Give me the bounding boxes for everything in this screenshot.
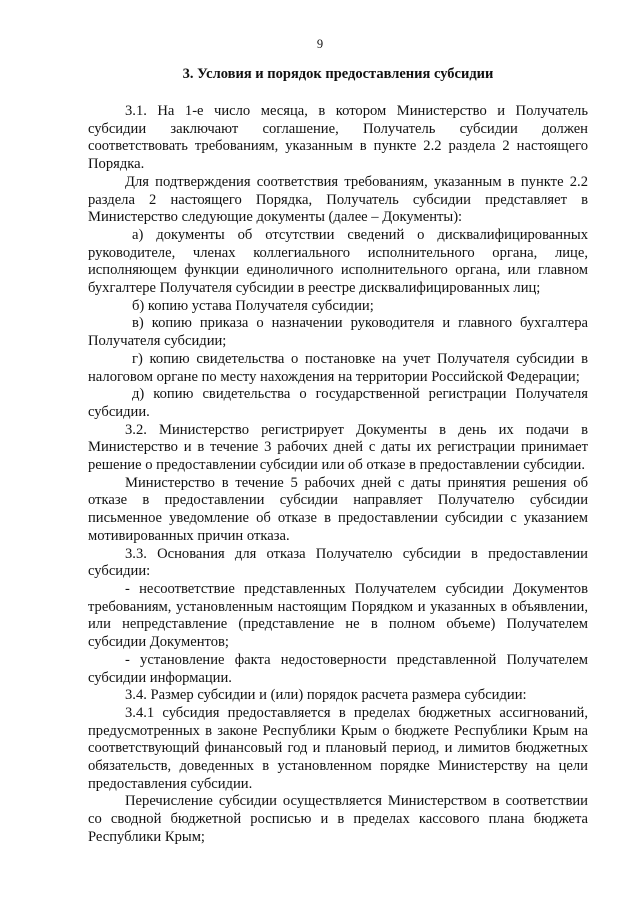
paragraph-refusal-notice: Министерство в течение 5 рабочих дней с даты принятия решения об отказе в предоставлении субсидии направляет Получателю субсидии письменное уведомление об отказе в предоставлении субсидии с указанием мотивированных причин отказа. <box>88 474 588 544</box>
paragraph-3-2: 3.2. Министерство регистрирует Документы в день их подачи в Министерство и в течение 3 рабочих дней с даты их регистрации принимает решение о предоставлении субсидии или об отказе в предоставлении субсидии. <box>88 421 588 474</box>
paragraph-transfer: Перечисление субсидии осуществляется Министерством в соответствии со сводной бюджетной росписью и в пределах кассового плана бюджета Республики Крым; <box>88 793 588 845</box>
paragraph-3-4: 3.4. Размер субсидии и (или) порядок расчета размера субсидии: <box>125 687 527 704</box>
list-item-refusal-2: - установление факта недостоверности представленной Получателем субсидии информации. <box>88 651 588 686</box>
page-number: 9 <box>316 37 324 51</box>
section-heading: 3. Условия и порядок предоставления субсидии <box>182 66 494 82</box>
list-item-b: б) копию устава Получателя субсидии; <box>132 297 374 314</box>
paragraph-documents-intro: Для подтверждения соответствия требованиям, указанным в пункте 2.2 раздела 2 настоящего Порядка, Получатель субсидии представляет в Министерство следующие документы (далее – Документы): <box>88 173 588 226</box>
paragraph-3-3: 3.3. Основания для отказа Получателю субсидии в предоставлении субсидии: <box>88 545 588 580</box>
list-item-v: в) копию приказа о назначении руководителя и главного бухгалтера Получателя субсидии; <box>88 315 588 350</box>
paragraph-3-4-1: 3.4.1 субсидия предоставляется в пределах бюджетных ассигнований, предусмотренных в законе Республики Крым о бюджете Республики Крым на соответствующий финансовый год и плановый период, и лимитов бюджетных обязательств, доведенных в установленном порядке Министерству на цели предоставления субсидии. <box>88 704 588 792</box>
list-item-refusal-1: - несоответствие представленных Получателем субсидии Документов требованиям, установленным настоящим Порядком и указанных в объявлении, или непредставление (представление не в полном объеме) Получателем субсидии Документов; <box>88 580 588 651</box>
list-item-g: г) копию свидетельства о постановке на учет Получателя субсидии в налоговом органе по месту нахождения на территории Российской Федерации; <box>88 350 588 385</box>
list-item-a: а) документы об отсутствии сведений о дисквалифицированных руководителе, членах коллегиального исполнительного органа, лице, исполняющем функции единоличного исполнительного органа, или главном бухгалтере Получателя субсидии в реестре дисквалифицированных лиц; <box>88 226 588 297</box>
section-body <box>88 103 588 847</box>
list-item-d: д) копию свидетельства о государственной регистрации Получателя субсидии. <box>88 386 588 420</box>
paragraph-3-1: 3.1. На 1-е число месяца, в котором Министерство и Получатель субсидии заключают соглашение, Получатель субсидии должен соответствовать требованиям, указанным в пункте 2.2 раздела 2 настоящего Порядка. <box>88 103 588 173</box>
